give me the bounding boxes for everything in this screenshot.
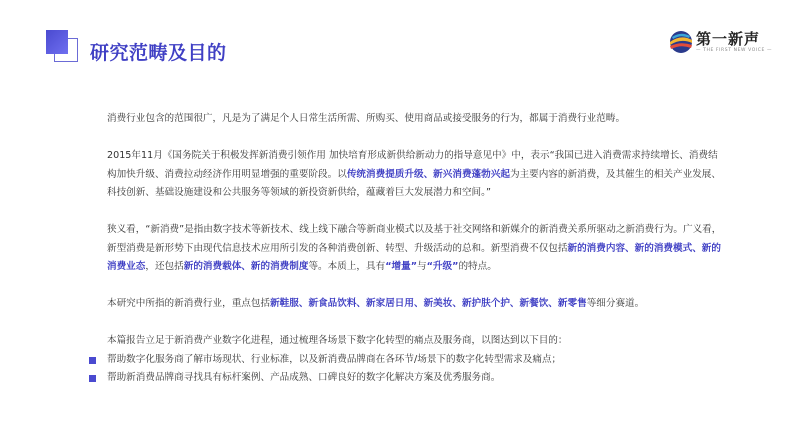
paragraph-text: 的特点。 (458, 261, 497, 272)
paragraph-scope (107, 110, 722, 129)
logo-name: 第一新声 (696, 30, 761, 48)
highlight-text: 新鞋服、新食品饮料、新家居日用、新美妆、新护肤个护、新餐饮、新零售 (270, 298, 587, 309)
logo-subtitle: — THE FIRST NEW VOICE — (696, 48, 773, 53)
highlight-text: 传统消费提质升级、新兴消费蓬勃兴起 (346, 168, 510, 180)
paragraph-text: 本研究中所指的新消费行业，重点包括 (107, 298, 271, 309)
paragraph-text: 为主要内容的新消费，及其催生的相关产业发展、科技创新、基础设施建设和公共服务等领域的新投资新供给，蕴藏着巨大发展潜力和空间。” (107, 168, 721, 198)
list-item (107, 369, 722, 388)
page-title: 研究范畴及目的 (90, 42, 227, 64)
list-item-text: 帮助数字化服务商了解市场现状、行业标准，以及新消费品牌商在各环节/场景下的数字化转型需求及痛点； (107, 353, 562, 365)
logo-globe-icon (669, 30, 693, 54)
paragraph-policy (107, 147, 722, 203)
paragraph-text: 等。本质上，具有 (308, 261, 386, 272)
list-item-text: 帮助新消费品牌商寻找具有标杆案例、产品成熟、口碑良好的数字化解决方案及优秀服务商。 (107, 372, 501, 383)
bullet-square-icon (89, 375, 96, 382)
title-decoration (46, 30, 80, 64)
paragraph-definition (107, 221, 722, 277)
bullet-square-icon (89, 357, 96, 364)
highlight-text: 新的消费内容、新的消费模式、新的消费业态 (107, 242, 721, 272)
paragraph-segments (107, 295, 722, 314)
paragraph-text: 消费行业包含的范围很广，凡是为了满足个人日常生活所需、所购买、使用商品或接受服务的行为，都属于消费行业范畴。 (107, 113, 626, 124)
paragraph-text: ，还包括 (145, 261, 184, 272)
list-item (107, 351, 722, 370)
paragraph-text: 等细分赛道。 (586, 298, 645, 309)
highlight-text: “增量” (385, 261, 418, 272)
paragraph-text: 2015年11月《国务院关于积极发挥新消费引领作用 加快培育形成新供给新动力的指导意见中》中，表示“我国已进入消费需求持续增长、消费结构加快升级、消费拉动经济作用明显增强的重要阶段。以 (107, 150, 718, 180)
content-body (107, 110, 722, 388)
purpose-list (107, 351, 722, 388)
brand-logo (669, 28, 789, 58)
paragraph-text: 本篇报告立足于新消费产业数字化进程，通过梳理各场景下数字化转型的痛点及服务商，以图达到以下目的： (107, 335, 568, 346)
paragraph-text: 与 (417, 261, 427, 272)
title-deco-square (46, 30, 68, 54)
highlight-text: “升级” (426, 261, 459, 272)
paragraph-text: 狭义看，“新消费”是指由数字技术等新技术、线上线下融合等新商业模式以及基于社交网络和新媒介的新消费关系所驱动之新消费行为。广义看，新型消费是新形势下由现代信息技术应用所引发的各种消费创新、转型、升级活动的总和。新型消费不仅包括 (107, 224, 722, 254)
paragraph-purpose (107, 332, 722, 351)
highlight-text: 新的消费载体、新的消费制度 (183, 261, 309, 272)
